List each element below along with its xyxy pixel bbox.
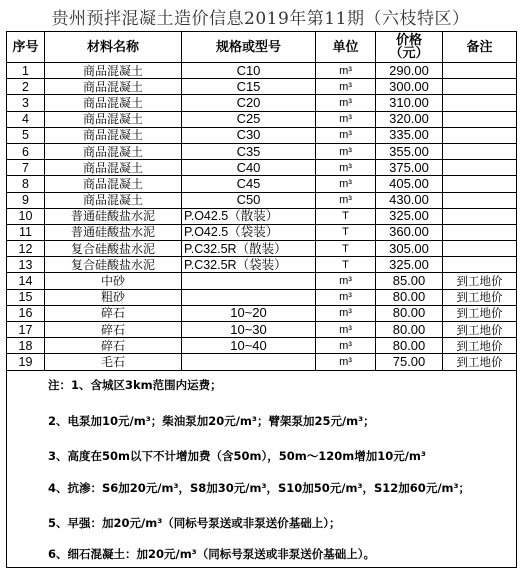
remark-cell: 到工地价 [443,354,517,370]
row-number-cell: 10 [7,208,45,224]
row-number-cell: 12 [7,241,45,257]
note-2: 2、电泵加10元/m³；柴油泵加20元/m³；臂架泵加25元/m³； [48,414,375,428]
table-row [7,257,517,273]
row-number-cell: 7 [7,160,45,176]
header-price-label: 价格（元） [389,33,429,61]
price-cell: 80.00 [376,338,443,354]
remark-cell: 到工地价 [443,289,517,305]
table-row [7,273,517,289]
price-cell: 300.00 [376,79,443,95]
price-cell: 80.00 [376,305,443,321]
table-row [7,95,517,111]
row-number-cell: 6 [7,143,45,159]
unit-cell: T [316,257,376,273]
row-number-cell: 3 [7,95,45,111]
note-6: 6、细石混凝土：加20元/m³（同标号泵送或非泵送价基础上）。 [48,547,375,561]
remark-cell [443,208,517,224]
row-number-cell: 16 [7,305,45,321]
material-name-cell: 商品混凝土 [45,143,182,159]
spec-model-cell: 10~30 [182,322,316,338]
spec-model-cell: C45 [182,176,316,192]
unit-cell: m³ [316,176,376,192]
spec-model-cell: 10~40 [182,338,316,354]
unit-cell: m³ [316,273,376,289]
price-cell: 405.00 [376,176,443,192]
spec-model-cell: C50 [182,192,316,208]
spec-model-cell [182,273,316,289]
spec-model-cell: C15 [182,79,316,95]
material-name-cell: 复合硅酸盐水泥 [45,241,182,257]
material-name-cell: 中砂 [45,273,182,289]
table-body [7,63,517,371]
table-row [7,127,517,143]
price-cell: 375.00 [376,160,443,176]
unit-cell: m³ [316,111,376,127]
material-name-cell: 商品混凝土 [45,95,182,111]
material-name-cell: 商品混凝土 [45,192,182,208]
remark-cell: 到工地价 [443,322,517,338]
price-cell: 80.00 [376,322,443,338]
spec-model-cell [182,289,316,305]
row-number-cell: 13 [7,257,45,273]
table-row [7,63,517,79]
unit-cell: m³ [316,160,376,176]
remark-cell [443,63,517,79]
row-number-cell: 19 [7,354,45,370]
spec-model-cell: C20 [182,95,316,111]
unit-cell: T [316,224,376,240]
row-number-cell: 5 [7,127,45,143]
remark-cell [443,257,517,273]
table-row [7,354,517,370]
row-number-cell: 4 [7,111,45,127]
remark-cell [443,192,517,208]
table-row [7,338,517,354]
table-row [7,224,517,240]
row-number-cell: 9 [7,192,45,208]
material-name-cell: 普通硅酸盐水泥 [45,224,182,240]
remark-cell [443,127,517,143]
header-price [376,32,443,63]
spec-model-cell [182,354,316,370]
remark-cell [443,224,517,240]
table-row [7,208,517,224]
unit-cell: m³ [316,305,376,321]
row-number-cell: 8 [7,176,45,192]
notes-row [7,370,517,567]
price-cell: 430.00 [376,192,443,208]
table-header-row [7,32,517,63]
table-row [7,160,517,176]
price-cell: 325.00 [376,257,443,273]
material-name-cell: 粗砂 [45,289,182,305]
row-number-cell: 14 [7,273,45,289]
row-number-cell: 11 [7,224,45,240]
spec-model-cell: P.C32.5R（袋装） [182,257,316,273]
price-cell: 85.00 [376,273,443,289]
unit-cell: m³ [316,289,376,305]
remark-cell [443,143,517,159]
remark-cell: 到工地价 [443,273,517,289]
price-cell: 310.00 [376,95,443,111]
table-row [7,322,517,338]
table-row [7,143,517,159]
remark-cell: 到工地价 [443,338,517,354]
spec-model-cell: C10 [182,63,316,79]
price-cell: 80.00 [376,289,443,305]
material-name-cell: 商品混凝土 [45,79,182,95]
header-spec: 规格或型号 [182,32,316,63]
material-name-cell: 碎石 [45,338,182,354]
remark-cell [443,111,517,127]
table-row [7,79,517,95]
table-row [7,241,517,257]
notes-cell [45,370,517,567]
price-cell: 335.00 [376,127,443,143]
header-name: 材料名称 [45,32,182,63]
unit-cell: m³ [316,338,376,354]
price-cell: 290.00 [376,63,443,79]
unit-cell: m³ [316,127,376,143]
table-row [7,111,517,127]
remark-cell [443,176,517,192]
note-3: 3、高度在50m以下不计增加费（含50m），50m～120m增加10元/m³ [48,449,426,463]
spec-model-cell: P.C32.5R（散装） [182,241,316,257]
remark-cell [443,95,517,111]
material-name-cell: 普通硅酸盐水泥 [45,208,182,224]
spec-model-cell: P.O42.5（袋装） [182,224,316,240]
table-row [7,192,517,208]
unit-cell: m³ [316,95,376,111]
material-name-cell: 商品混凝土 [45,111,182,127]
row-number-cell: 1 [7,63,45,79]
material-name-cell: 商品混凝土 [45,160,182,176]
row-number-cell: 2 [7,79,45,95]
table-row [7,289,517,305]
price-cell: 355.00 [376,143,443,159]
row-number-cell: 18 [7,338,45,354]
unit-cell: T [316,241,376,257]
table-row [7,305,517,321]
price-cell: 305.00 [376,241,443,257]
unit-cell: m³ [316,79,376,95]
note-5: 5、早强：加20元/m³（同标号泵送或非泵送价基础上）； [48,516,341,530]
header-note: 备注 [443,32,517,63]
unit-cell: m³ [316,192,376,208]
row-number-cell: 15 [7,289,45,305]
price-cell: 320.00 [376,111,443,127]
spec-model-cell: C30 [182,127,316,143]
spec-model-cell: C40 [182,160,316,176]
row-number-cell: 17 [7,322,45,338]
note-4: 4、抗渗：S6加20元/m³，S8加30元/m³，S10加50元/m³，S12加60元/m³； [48,481,471,495]
remark-cell [443,241,517,257]
material-name-cell: 毛石 [45,354,182,370]
price-cell: 325.00 [376,208,443,224]
unit-cell: m³ [316,63,376,79]
spec-model-cell: 10~20 [182,305,316,321]
unit-cell: T [316,208,376,224]
material-name-cell: 碎石 [45,305,182,321]
spec-model-cell: C25 [182,111,316,127]
unit-cell: m³ [316,322,376,338]
remark-cell [443,160,517,176]
price-cell: 75.00 [376,354,443,370]
unit-cell: m³ [316,143,376,159]
remark-cell [443,79,517,95]
unit-cell: m³ [316,354,376,370]
material-name-cell: 商品混凝土 [45,127,182,143]
spec-model-cell: P.O42.5（散装） [182,208,316,224]
notes-margin [7,370,45,567]
header-unit: 单位 [316,32,376,63]
spec-model-cell: C35 [182,143,316,159]
note-1: 注：1、含城区3km范围内运费； [48,378,222,392]
price-cell: 360.00 [376,224,443,240]
material-name-cell: 碎石 [45,322,182,338]
material-name-cell: 商品混凝土 [45,176,182,192]
material-name-cell: 复合硅酸盐水泥 [45,257,182,273]
page-title: 贵州预拌混凝土造价信息2019年第11期（六枝特区） [51,9,470,29]
header-no: 序号 [7,32,45,63]
remark-cell: 到工地价 [443,305,517,321]
material-name-cell: 商品混凝土 [45,63,182,79]
table-row [7,176,517,192]
